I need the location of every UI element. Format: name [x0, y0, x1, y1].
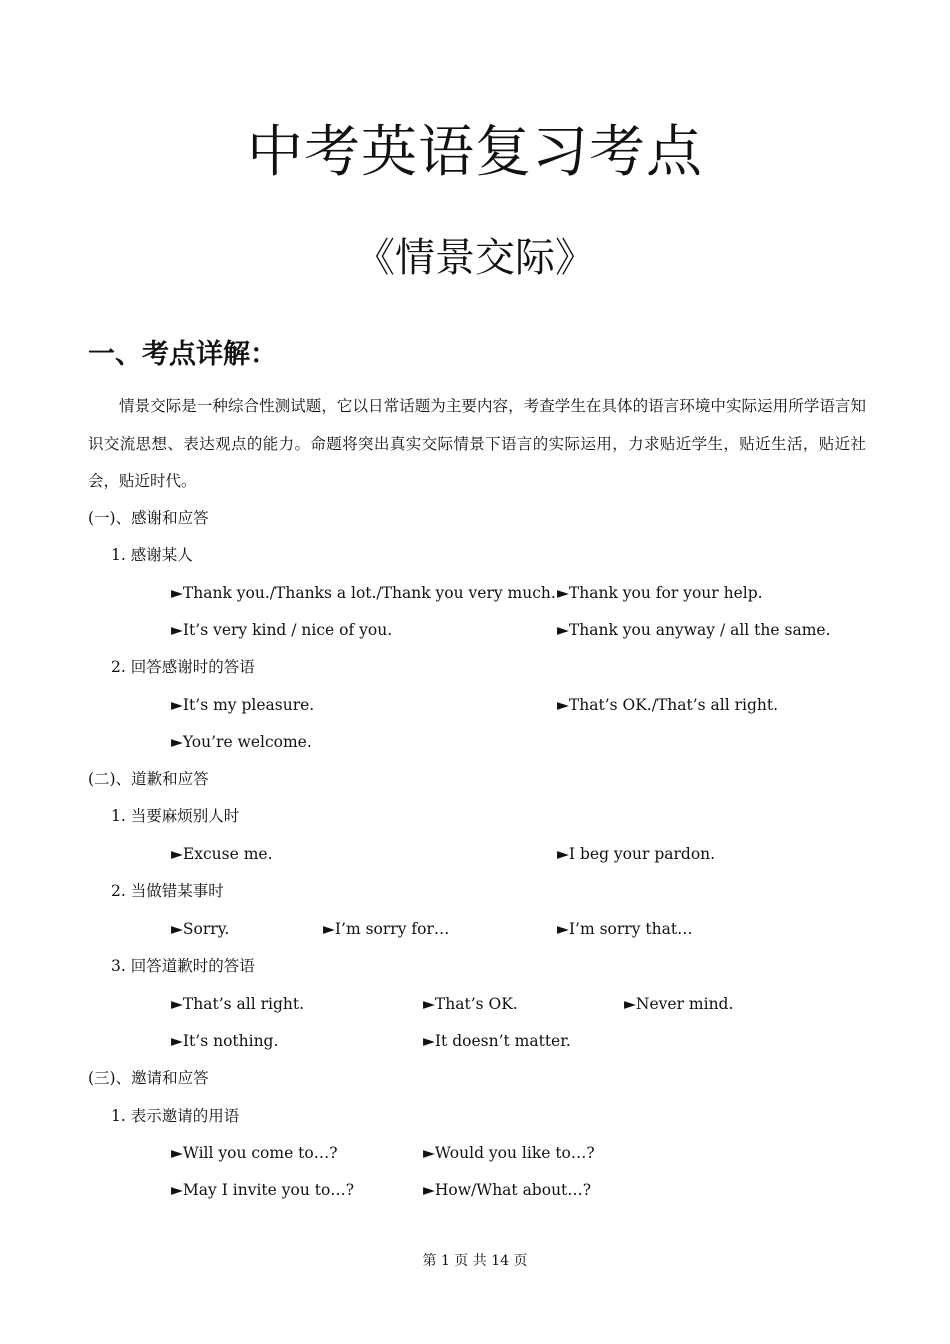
phrase-item: ►It’s my pleasure.	[171, 696, 315, 714]
subsection-title: 2. 回答感谢时的答语	[111, 658, 255, 676]
phrase-item: ►Excuse me.	[171, 845, 273, 863]
page-footer: 第 1 页 共 14 页	[422, 1253, 528, 1269]
subsection-title: 1. 表示邀请的用语	[111, 1107, 240, 1125]
phrase-item: ►Will you come to…?	[171, 1144, 338, 1162]
document-title: 中考英语复习考点	[247, 120, 703, 185]
phrase-item: ►Never mind.	[624, 995, 734, 1013]
section-title-thanks: (一)、感谢和应答	[88, 509, 209, 527]
phrase-item: ►Thank you./Thanks a lot./Thank you very much.	[171, 584, 556, 602]
phrase-item: ►I’m sorry that…	[557, 920, 693, 938]
intro-paragraph: 情景交际是一种综合性测试题，它以日常话题为主要内容，考查学生在具体的语言环境中实际运用所学语言知识交流思想、表达观点的能力。命题将突出真实交际情景下语言的实际运用，力求贴近学生，贴近生活，贴近社会，贴近时代。	[88, 397, 866, 490]
phrase-item: ►That’s all right.	[171, 995, 305, 1013]
subsection-title: 1. 当要麻烦别人时	[111, 807, 240, 825]
phrase-item: ►It’s very kind / nice of you.	[171, 621, 393, 639]
phrase-item: ►I beg your pardon.	[557, 845, 716, 863]
subsection-title: 1. 感谢某人	[111, 546, 193, 564]
phrase-item: ►Thank you for your help.	[557, 584, 763, 602]
section-heading: 一、考点详解：	[88, 339, 277, 370]
phrase-item: ►You’re welcome.	[171, 733, 312, 751]
phrase-item: ►Sorry.	[171, 920, 230, 938]
document-subtitle: 《情景交际》	[355, 235, 595, 281]
phrase-item: ►May I invite you to…?	[171, 1181, 355, 1199]
phrase-item: ►That’s OK.	[423, 995, 518, 1013]
subsection-title: 2. 当做错某事时	[111, 882, 224, 900]
phrase-item: ►That’s OK./That’s all right.	[557, 696, 779, 714]
subsection-title: 3. 回答道歉时的答语	[111, 957, 255, 975]
phrase-item: ►Thank you anyway / all the same.	[557, 621, 831, 639]
phrase-item: ►How/What about…?	[423, 1181, 592, 1199]
phrase-item: ►It’s nothing.	[171, 1032, 279, 1050]
phrase-item: ►It doesn’t matter.	[423, 1032, 571, 1050]
section-title-apology: (二)、道歉和应答	[88, 770, 209, 788]
section-title-invitation: (三)、邀请和应答	[88, 1069, 209, 1087]
phrase-item: ►Would you like to…?	[423, 1144, 595, 1162]
phrase-item: ►I’m sorry for…	[323, 920, 450, 938]
